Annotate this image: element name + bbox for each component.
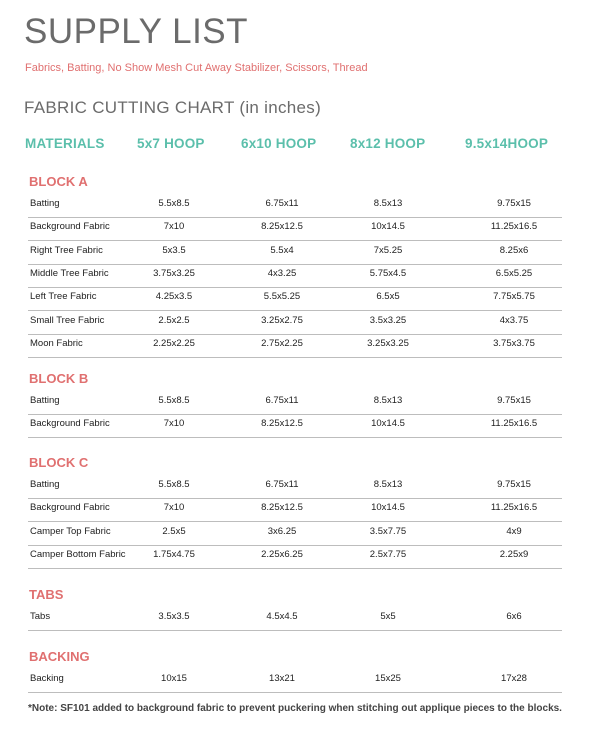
cell-value: 3.5x3.25 xyxy=(369,315,407,326)
table-row xyxy=(28,194,562,218)
page-title: SUPPLY LIST xyxy=(24,12,249,51)
cell-value: 5.75x4.5 xyxy=(369,268,407,279)
section-title: BLOCK B xyxy=(29,371,89,386)
table-row xyxy=(28,391,562,415)
row-label: Batting xyxy=(30,198,60,209)
cell-value: 2.25x9 xyxy=(499,549,529,560)
cell-value: 2.25x6.25 xyxy=(261,549,303,560)
cell-value: 6.75x11 xyxy=(265,395,299,406)
cell-value: 8.5x13 xyxy=(373,395,403,406)
column-header-6x10: 6x10 HOOP xyxy=(241,136,317,151)
cell-value: 8.25x12.5 xyxy=(261,221,303,232)
cell-value: 3.75x3.25 xyxy=(153,268,195,279)
supply-list-items: Fabrics, Batting, No Show Mesh Cut Away Stabilizer, Scissors, Thread xyxy=(25,62,368,74)
cell-value: 17x28 xyxy=(501,673,527,684)
row-label: Background Fabric xyxy=(30,221,110,232)
cell-value: 4.25x3.5 xyxy=(155,291,193,302)
footnote: *Note: SF101 added to background fabric to prevent puckering when stitching out applique pieces to the blocks. xyxy=(28,703,562,714)
table-row xyxy=(28,414,562,438)
cell-value: 6.5x5.25 xyxy=(495,268,533,279)
cell-value: 8.25x12.5 xyxy=(261,502,303,513)
cell-value: 10x14.5 xyxy=(371,502,405,513)
table-row xyxy=(28,522,562,546)
table-row xyxy=(28,264,562,288)
row-label: Moon Fabric xyxy=(30,338,83,349)
cell-value: 4x9 xyxy=(506,526,522,537)
cell-value: 8.5x13 xyxy=(373,479,403,490)
cell-value: 2.5x5 xyxy=(162,526,186,537)
table-row xyxy=(28,217,562,241)
row-label: Camper Top Fabric xyxy=(30,526,111,537)
column-header-materials: MATERIALS xyxy=(25,136,105,151)
table-row xyxy=(28,475,562,499)
cell-value: 5.5x4 xyxy=(270,245,294,256)
row-label: Backing xyxy=(30,673,64,684)
cell-value: 15x25 xyxy=(375,673,401,684)
table-row xyxy=(28,607,562,631)
cell-value: 7x10 xyxy=(163,221,185,232)
cell-value: 6.5x5 xyxy=(376,291,400,302)
section-title: BACKING xyxy=(29,649,90,664)
cell-value: 3.5x3.5 xyxy=(158,611,190,622)
cell-value: 6x6 xyxy=(506,611,522,622)
table-row xyxy=(28,334,562,358)
chart-title: FABRIC CUTTING CHART (in inches) xyxy=(24,98,322,117)
cell-value: 5.5x8.5 xyxy=(158,395,190,406)
cell-value: 7.75x5.75 xyxy=(493,291,535,302)
row-label: Small Tree Fabric xyxy=(30,315,105,326)
cell-value: 7x10 xyxy=(163,502,185,513)
cell-value: 3.75x3.75 xyxy=(493,338,535,349)
cell-value: 5.5x8.5 xyxy=(158,198,190,209)
cell-value: 1.75x4.75 xyxy=(153,549,195,560)
cell-value: 9.75x15 xyxy=(497,198,531,209)
cell-value: 5x3.5 xyxy=(162,245,186,256)
column-header-8x12: 8x12 HOOP xyxy=(350,136,426,151)
cell-value: 2.5x2.5 xyxy=(158,315,190,326)
table-row xyxy=(28,241,562,265)
cell-value: 4x3.75 xyxy=(499,315,529,326)
cell-value: 6.75x11 xyxy=(265,479,299,490)
cell-value: 9.75x15 xyxy=(497,479,531,490)
cell-value: 5x5 xyxy=(380,611,396,622)
row-label: Tabs xyxy=(30,611,51,622)
cell-value: 2.25x2.25 xyxy=(153,338,195,349)
section-title: TABS xyxy=(29,587,64,602)
row-label: Batting xyxy=(30,479,60,490)
column-header-5x7: 5x7 HOOP xyxy=(137,136,205,151)
cell-value: 11.25x16.5 xyxy=(490,418,538,429)
section-title: BLOCK C xyxy=(29,455,89,470)
row-label: Background Fabric xyxy=(30,418,110,429)
cell-value: 4.5x4.5 xyxy=(266,611,298,622)
table-row xyxy=(28,545,562,569)
row-label: Background Fabric xyxy=(30,502,110,513)
row-label: Left Tree Fabric xyxy=(30,291,97,302)
table-row xyxy=(28,669,562,693)
row-label: Camper Bottom Fabric xyxy=(30,549,126,560)
cell-value: 5.5x8.5 xyxy=(158,479,190,490)
cell-value: 10x14.5 xyxy=(371,418,405,429)
table-row xyxy=(28,311,562,335)
row-label: Batting xyxy=(30,395,60,406)
cell-value: 2.5x7.75 xyxy=(369,549,407,560)
row-label: Right Tree Fabric xyxy=(30,245,103,256)
cell-value: 3x6.25 xyxy=(267,526,297,537)
section-title: BLOCK A xyxy=(29,174,88,189)
cell-value: 3.25x2.75 xyxy=(261,315,303,326)
cell-value: 8.5x13 xyxy=(373,198,403,209)
cell-value: 3.25x3.25 xyxy=(367,338,409,349)
cell-value: 8.25x12.5 xyxy=(261,418,303,429)
cell-value: 8.25x6 xyxy=(499,245,529,256)
cell-value: 2.75x2.25 xyxy=(261,338,303,349)
cell-value: 11.25x16.5 xyxy=(490,221,538,232)
row-label: Middle Tree Fabric xyxy=(30,268,109,279)
cell-value: 11.25x16.5 xyxy=(490,502,538,513)
cell-value: 5.5x5.25 xyxy=(263,291,301,302)
column-header-9-5x14: 9.5x14HOOP xyxy=(465,136,549,151)
cell-value: 13x21 xyxy=(269,673,295,684)
table-row xyxy=(28,498,562,522)
cell-value: 4x3.25 xyxy=(267,268,297,279)
cell-value: 9.75x15 xyxy=(497,395,531,406)
cell-value: 3.5x7.75 xyxy=(369,526,407,537)
cell-value: 7x5.25 xyxy=(373,245,403,256)
cell-value: 7x10 xyxy=(163,418,185,429)
table-row xyxy=(28,287,562,311)
cell-value: 10x14.5 xyxy=(371,221,405,232)
cell-value: 6.75x11 xyxy=(265,198,299,209)
cell-value: 10x15 xyxy=(161,673,187,684)
